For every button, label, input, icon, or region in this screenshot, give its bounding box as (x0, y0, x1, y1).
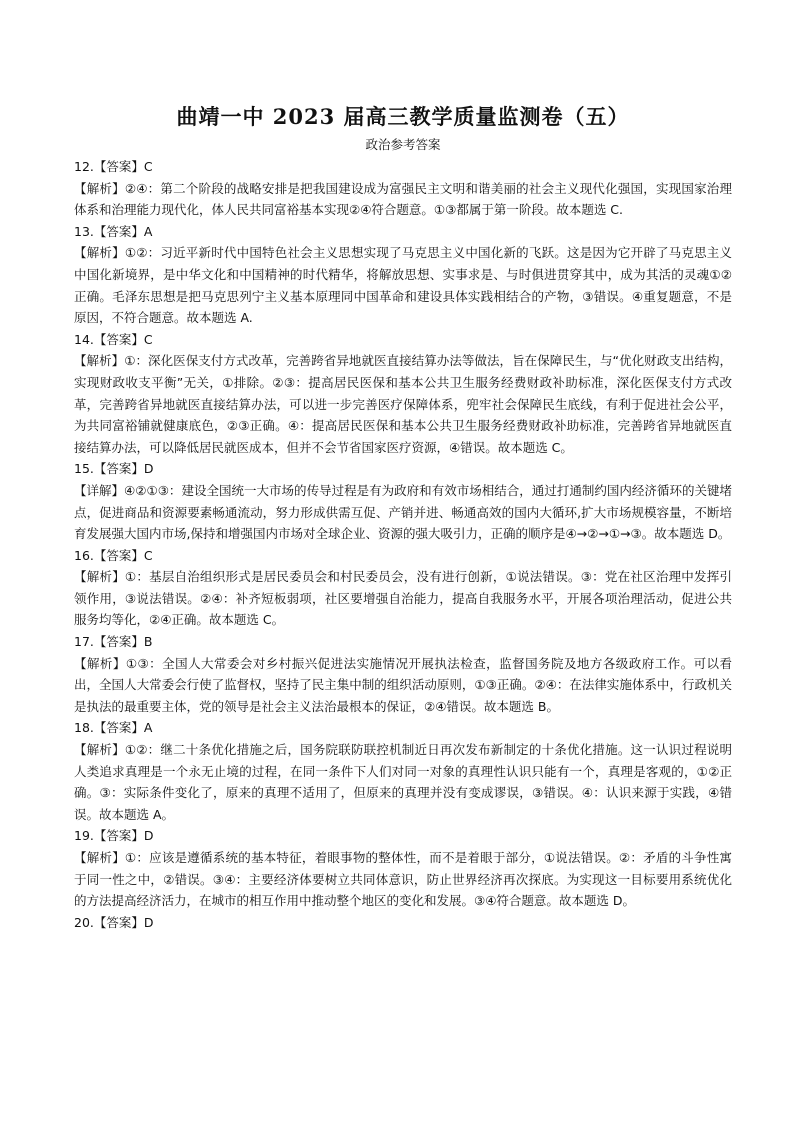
answer-line: 20.【答案】D (74, 914, 154, 930)
analysis-paragraph: 【解析】①：深化医保支付方式改革，完善跨省异地就医直接结算办法等做法，旨在保障民生，与“优化财政支出结构，实现财政收支平衡”无关，①排除。②③：提高居民医保和基本公共卫生服务经费财政补助标准，深化医保支付方式改革，完善跨省异地就医直接结算办法，可以进一步完善医疗保障体系，兜牢社会保障民生底线，有利于促进社会公平，为共同富裕铺就健康底色，②③正确。④：提高居民医保和基本公共卫生服务经费财政补助标准，完善跨省异地就医直接结算办法，可以降低居民就医成本，但并不会节省国家医疗资源，④错误。故本题选 C。 (74, 353, 732, 455)
answer-line: 19.【答案】D (74, 828, 154, 844)
analysis-paragraph: 【解析】①：基层自治组织形式是居民委员会和村民委员会，没有进行创新，①说法错误。③：党在社区治理中发挥引领作用，③说法错误。②④：补齐短板弱项，社区要增强自治能力，提高自我服务水平，开展各项治理活动，促进公共服务均等化，②④正确。故本题选 C。 (74, 569, 732, 628)
question-18 (74, 717, 732, 825)
answer-line: 13.【答案】A (74, 223, 153, 239)
analysis-paragraph: 【解析】①②：继二十条优化措施之后，国务院联防联控机制近日再次发布新制定的十条优化措施。这一认识过程说明人类追求真理是一个永无止境的过程，在同一条件下人们对同一对象的真理性认识只能有一个，真理是客观的，①②正确。③：实际条件变化了，原来的真理不适用了，但原来的真理并没有变成谬误，③错误。④：认识来源于实践，④错误。故本题选 A。 (74, 742, 732, 822)
analysis-paragraph: 【解析】①③：全国人大常委会对乡村振兴促进法实施情况开展执法检查，监督国务院及地方各级政府工作。可以看出，全国人大常委会行使了监督权，坚持了民主集中制的组织活动原则，①③正确。②④：在法律实施体系中，行政机关是执法的最重要主体，党的领导是社会主义法治最根本的保证，②④错误。故本题选 B。 (74, 655, 732, 714)
answer-line: 17.【答案】B (74, 634, 153, 650)
analysis-paragraph: 【解析】②④：第二个阶段的战略安排是把我国建设成为富强民主文明和谐美丽的社会主义现代化强国，实现国家治理体系和治理能力现代化，体人民共同富裕基本实现②④符合题意。①③都属于第一阶段。故本题选 C. (74, 180, 732, 218)
analysis-paragraph: 【解析】①：应该是遵循系统的基本特征，着眼事物的整体性，而不是着眼于部分，①说法错误。②：矛盾的斗争性寓于同一性之中，②错误。③④：主要经济体要树立共同体意识，防止世界经济再次探底。为实现这一目标要用系统优化的方法提高经济活力，在城市的相互作用中推动整个地区的变化和发展。③④符合题意。故本题选 D。 (74, 850, 732, 909)
question-16 (74, 545, 732, 631)
answer-line: 16.【答案】C (74, 547, 153, 563)
question-17 (74, 631, 732, 717)
answer-line: 18.【答案】A (74, 720, 153, 736)
question-12 (74, 156, 732, 221)
document-title: 曲靖一中 2023 届高三教学质量监测卷（五） (176, 104, 630, 129)
answer-line: 12.【答案】C (74, 159, 153, 174)
question-15 (74, 458, 732, 544)
answer-line: 15.【答案】D (74, 461, 154, 477)
question-20 (74, 912, 732, 934)
document-subtitle: 政治参考答案 (365, 137, 441, 152)
question-14 (74, 329, 732, 459)
analysis-paragraph: 【解析】①②：习近平新时代中国特色社会主义思想实现了马克思主义中国化新的飞跃。这是因为它开辟了马克思主义中国化新境界，是中华文化和中国精神的时代精华，将解放思想、实事求是、与时俱进贯穿其中，成为其活的灵魂①②正确。毛泽东思想是把马克思列宁主义基本原理同中国革命和建设具体实践相结合的产物，③错误。④重复题意，不是原因，不符合题意。故本题选 A. (74, 245, 732, 326)
answer-line: 14.【答案】C (74, 331, 153, 347)
analysis-paragraph: 【详解】④②①③：建设全国统一大市场的传导过程是有为政府和有效市场相结合，通过打通制约国内经济循环的关键堵点，促进商品和资源要素畅通流动，努力形成供需互促、产销并进、畅通高效的国内大循环,扩大市场规模容量，不断培育发展强大国内市场,保持和增强国内市场对全球企业、资源的强大吸引力，正确的顺序是④→②→①→③。故本题选 D。 (74, 482, 732, 542)
question-13 (74, 221, 732, 329)
question-19 (74, 825, 732, 911)
